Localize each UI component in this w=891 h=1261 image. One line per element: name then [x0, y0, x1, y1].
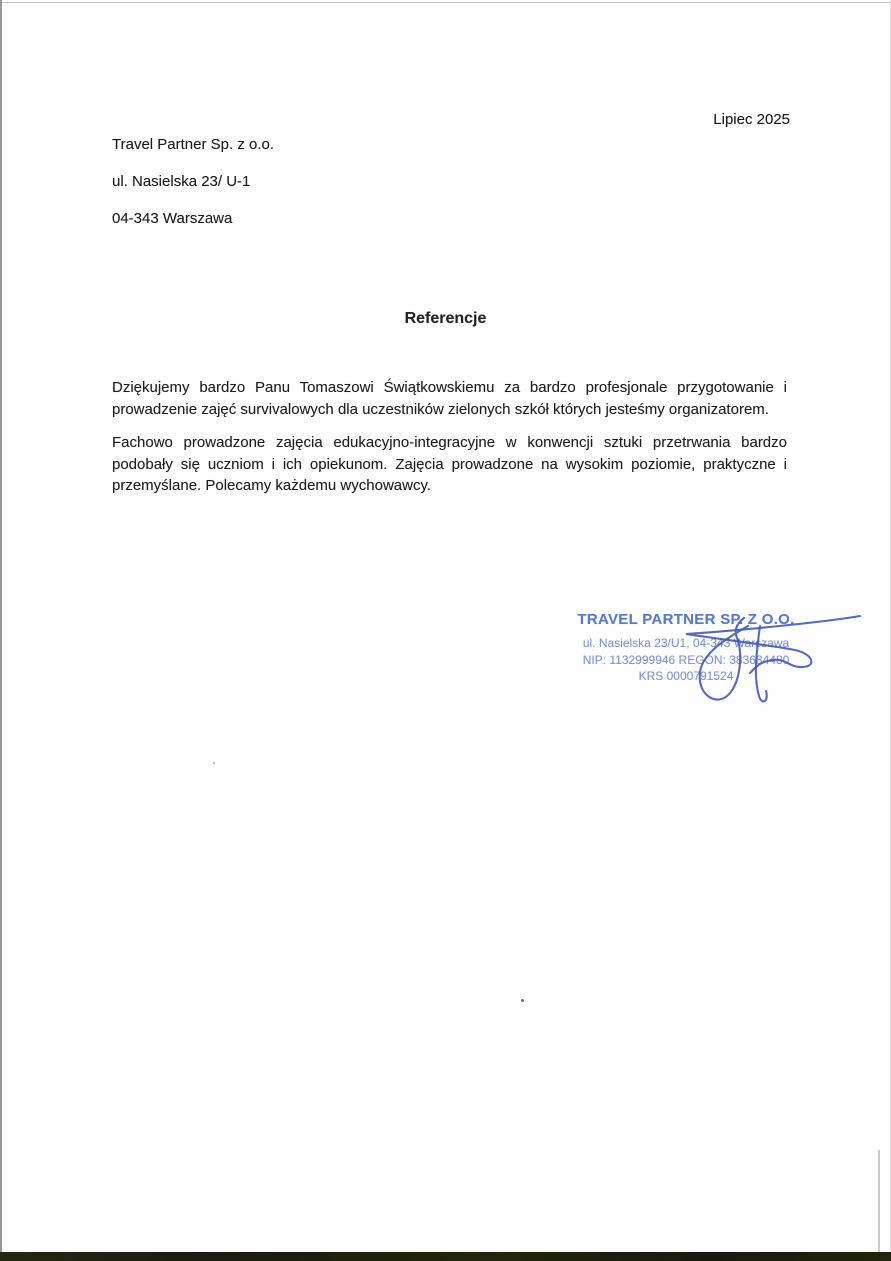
letter-date: Lipiec 2025: [713, 111, 790, 128]
scan-edge-top: [2, 2, 891, 3]
scan-edge-right-lower: [878, 1150, 880, 1253]
sender-city: 04-343 Warszawa: [112, 210, 233, 227]
signature-stroke-swoosh: [686, 616, 860, 673]
stamp-krs: KRS 0000791524: [638, 669, 734, 683]
letter-paragraph-2: Fachowo prowadzone zajęcia edukacyjno-integracyjne w konwencji sztuki przetrwania bardzo podobały się uczniom i ich opiekunom. Zajęcia prowadzone na wysokim poziomie, praktyczne i przemyślane. Polecamy każdemu wychowawcy.: [112, 434, 787, 494]
scan-edge-bottom-band: [0, 1252, 891, 1261]
stamp-address: ul. Nasielska 23/U1, 04-343 Warszawa: [582, 636, 790, 650]
scan-edge-left: [0, 0, 2, 1261]
sender-name: Travel Partner Sp. z o.o.: [112, 136, 275, 153]
letter-title: Referencje: [404, 310, 487, 327]
stamp-company-name: TRAVEL PARTNER SP. Z O.O.: [577, 611, 795, 628]
sender-address-block: [112, 137, 274, 248]
scan-speck: [213, 762, 215, 764]
stamp-tax-ids: NIP: 1132999946 REGON: 383684480: [582, 652, 790, 667]
scan-speck: [521, 999, 524, 1002]
letter-paragraph-1: Dziękujemy bardzo Panu Tomaszowi Świątkowskiemu za bardzo profesjonale przygotowanie i prowadzenie zajęć survivalowych dla uczestników zielonych szkół których jesteśmy organizatorem.: [112, 379, 787, 418]
sender-street: ul. Nasielska 23/ U-1: [112, 173, 251, 190]
signature-scribble: [665, 598, 870, 720]
